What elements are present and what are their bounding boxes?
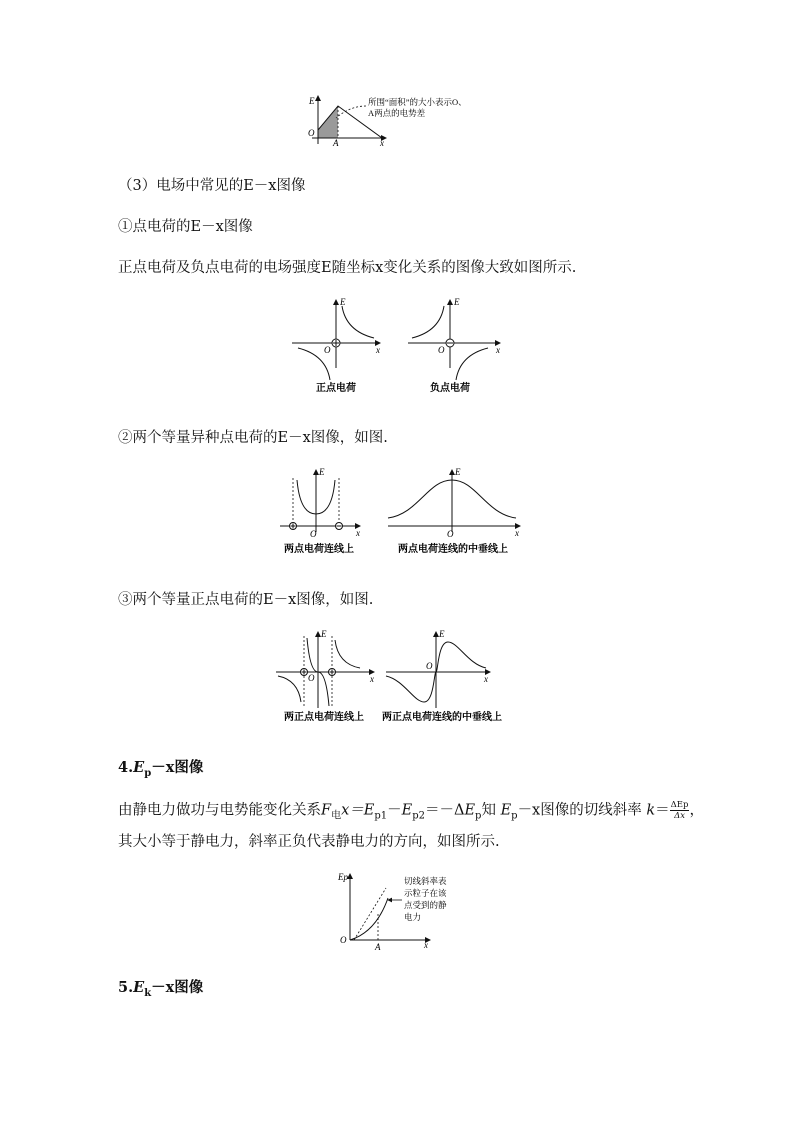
p4-s3: p bbox=[475, 810, 482, 822]
section-5-rest: －x图像 bbox=[151, 979, 204, 996]
pos-origin: O bbox=[324, 345, 331, 355]
ep-point-a: A bbox=[375, 942, 381, 952]
l-axis-x: x bbox=[356, 528, 360, 538]
p4-F-sub: 电 bbox=[331, 810, 342, 822]
neg-origin: O bbox=[438, 345, 445, 355]
l3-curve-1 bbox=[278, 676, 301, 702]
pos-axis-e: E bbox=[340, 297, 346, 307]
item-1-title: ①点电荷的E－x图像 bbox=[118, 219, 253, 235]
like-charges-figure bbox=[274, 628, 530, 724]
item-3-title: ③两个等量正点电荷的E－x图像，如图. bbox=[118, 592, 374, 608]
r-caption: 两点电荷连线的中垂线上 bbox=[398, 544, 508, 555]
neg-axis-x: x bbox=[496, 345, 500, 355]
unlike-charges-figure bbox=[278, 466, 528, 558]
l3-axis-e: E bbox=[321, 629, 327, 639]
frac-num: ΔEp bbox=[670, 800, 689, 810]
r-axis-e: E bbox=[455, 467, 461, 477]
r-axis-x: x bbox=[515, 528, 519, 538]
r3-axis-x: x bbox=[484, 674, 488, 684]
ep-curve bbox=[350, 898, 388, 940]
p4-s1: p1 bbox=[374, 810, 388, 822]
p4-k: k bbox=[646, 802, 656, 819]
r3-axis-e: E bbox=[439, 629, 445, 639]
section-3-title: （3）电场中常见的E－x图像 bbox=[118, 178, 306, 194]
axis-e-label: E bbox=[309, 96, 315, 106]
frac-den: Δx bbox=[674, 811, 686, 821]
pos-axis-x: x bbox=[376, 345, 380, 355]
l-caption: 两点电荷连线上 bbox=[284, 544, 354, 555]
neg-axis-e: E bbox=[454, 297, 460, 307]
section-4-para-line-2: 其大小等于静电力，斜率正负代表静电力的方向，如图所示. bbox=[118, 834, 500, 850]
r-origin: O bbox=[447, 529, 454, 539]
p4-text-3: ＝－Δ bbox=[424, 802, 465, 819]
pos-curve-right bbox=[342, 306, 374, 338]
l3-curve-3 bbox=[335, 640, 360, 668]
p4-eq: ＝ bbox=[655, 802, 670, 819]
p4-minus: － bbox=[387, 802, 402, 819]
section-4-e: E bbox=[133, 759, 145, 776]
section-5-e: E bbox=[133, 979, 145, 996]
p4-e2: E bbox=[401, 802, 413, 819]
section-5-num: 5. bbox=[118, 979, 134, 996]
ep-x-figure bbox=[336, 868, 466, 952]
item-2-title: ②两个等量异种点电荷的E－x图像，如图. bbox=[118, 430, 388, 446]
note-line-1: 所围“面积”的大小表示O、 bbox=[368, 97, 467, 107]
ep-note-2: 示粒子在该 bbox=[404, 888, 447, 898]
section-5-title bbox=[118, 978, 203, 1004]
p4-e4: E bbox=[500, 802, 512, 819]
ep-note-3: 点受到的静 bbox=[404, 900, 447, 910]
p4-text-5: －x图像的切线斜率 bbox=[517, 802, 642, 819]
p4-text-1: 由静电力做功与电势能变化关系 bbox=[118, 802, 321, 819]
section-4-num: 4. bbox=[118, 759, 134, 776]
p4-text-2: x＝ bbox=[341, 802, 364, 819]
r3-caption: 两正点电荷连线的中垂线上 bbox=[382, 712, 502, 723]
l3-origin: O bbox=[308, 673, 315, 683]
section-4-sub: p bbox=[144, 767, 152, 779]
neg-curve-left bbox=[412, 306, 444, 338]
section-4-title bbox=[118, 758, 203, 784]
p4-comma: ， bbox=[689, 802, 704, 819]
neg-curve-right bbox=[456, 348, 488, 380]
p4-text-4: 知 bbox=[481, 802, 496, 819]
l-origin: O bbox=[310, 529, 317, 539]
ep-axis-x: x bbox=[424, 940, 428, 950]
ep-note-1: 切线斜率表 bbox=[404, 876, 447, 886]
ep-origin: O bbox=[340, 935, 347, 945]
p4-s2: p2 bbox=[412, 810, 425, 822]
ep-note-4: 电力 bbox=[404, 912, 422, 922]
l3-axis-x: x bbox=[370, 674, 374, 684]
shaded-area bbox=[318, 106, 338, 138]
area-figure bbox=[300, 92, 520, 147]
section-5-sub: k bbox=[144, 987, 152, 999]
note-line-2: A两点的电势差 bbox=[368, 108, 426, 118]
p4-s4: p bbox=[511, 810, 518, 822]
r3-origin: O bbox=[426, 661, 433, 671]
pos-caption: 正点电荷 bbox=[316, 383, 356, 394]
neg-caption: 负点电荷 bbox=[430, 383, 470, 394]
slope-fraction bbox=[670, 800, 690, 821]
ep-axis-label: Ep bbox=[338, 872, 348, 882]
l3-caption: 两正点电荷连线上 bbox=[284, 712, 364, 723]
p4-F: F bbox=[321, 802, 332, 819]
p4-e1: E bbox=[363, 802, 375, 819]
p4-e3: E bbox=[464, 802, 476, 819]
section-4-para-line-1 bbox=[118, 800, 704, 826]
item-1-desc: 正点电荷及负点电荷的电场强度E随坐标x变化关系的图像大致如图所示. bbox=[118, 260, 577, 276]
origin-label: O bbox=[308, 128, 315, 138]
point-a-label: A bbox=[333, 138, 339, 148]
point-charge-figure bbox=[288, 296, 508, 396]
section-4-rest: －x图像 bbox=[151, 759, 204, 776]
l-axis-e: E bbox=[319, 467, 325, 477]
axis-x-label: x bbox=[380, 138, 384, 148]
